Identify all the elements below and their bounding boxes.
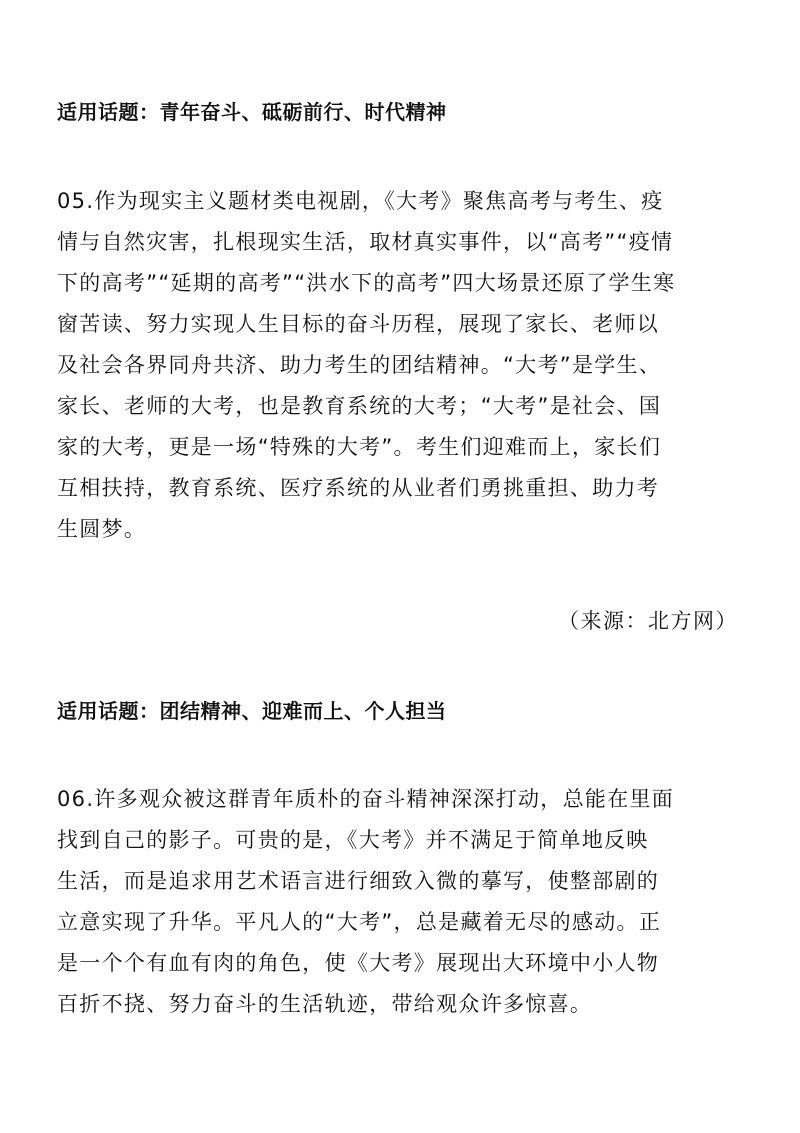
topic-heading-2: 适用话题：团结精神、迎难而上、个人担当	[57, 699, 447, 723]
paragraph-line: 生圆梦。	[57, 517, 147, 541]
paragraph-line: 生活，而是追求用艺术语言进行细致入微的摹写，使整部剧的	[57, 869, 660, 893]
paragraph-line: 06.许多观众被这群青年质朴的奋斗精神深深打动，总能在里面	[57, 787, 675, 811]
source-citation: （来源：北方网）	[558, 609, 738, 633]
paragraph-06	[57, 779, 747, 1025]
paragraph-line: 是一个个有血有肉的角色，使《大考》展现出大环境中小人物	[57, 951, 660, 975]
paragraph-line: 互相扶持，教育系统、医疗系统的从业者们勇挑重担、助力考	[57, 476, 660, 500]
paragraph-line: 百折不挠、努力奋斗的生活轨迹，带给观众许多惊喜。	[57, 992, 593, 1016]
paragraph-line: 05.作为现实主义题材类电视剧，《大考》聚焦高考与考生、疫	[57, 189, 664, 213]
paragraph-line: 下的高考”“延期的高考”“洪水下的高考”四大场景还原了学生寒	[57, 271, 676, 295]
paragraph-line: 找到自己的影子。可贵的是，《大考》并不满足于简单地反映	[57, 828, 649, 852]
paragraph-line: 情与自然灾害，扎根现实生活，取材真实事件，以“高考”“疫情	[57, 230, 674, 254]
paragraph-line: 家长、老师的大考，也是教育系统的大考；“大考”是社会、国	[57, 394, 662, 418]
topic-heading-1: 适用话题：青年奋斗、砥砺前行、时代精神	[57, 100, 447, 124]
paragraph-05	[57, 181, 747, 550]
paragraph-line: 窗苦读、努力实现人生目标的奋斗历程，展现了家长、老师以	[57, 312, 660, 336]
paragraph-line: 立意实现了升华。平凡人的“大考”，总是藏着无尽的感动。正	[57, 910, 662, 934]
paragraph-line: 家的大考，更是一场“特殊的大考”。考生们迎难而上，家长们	[57, 435, 662, 459]
paragraph-line: 及社会各界同舟共济、助力考生的团结精神。“大考”是学生、	[57, 353, 662, 377]
